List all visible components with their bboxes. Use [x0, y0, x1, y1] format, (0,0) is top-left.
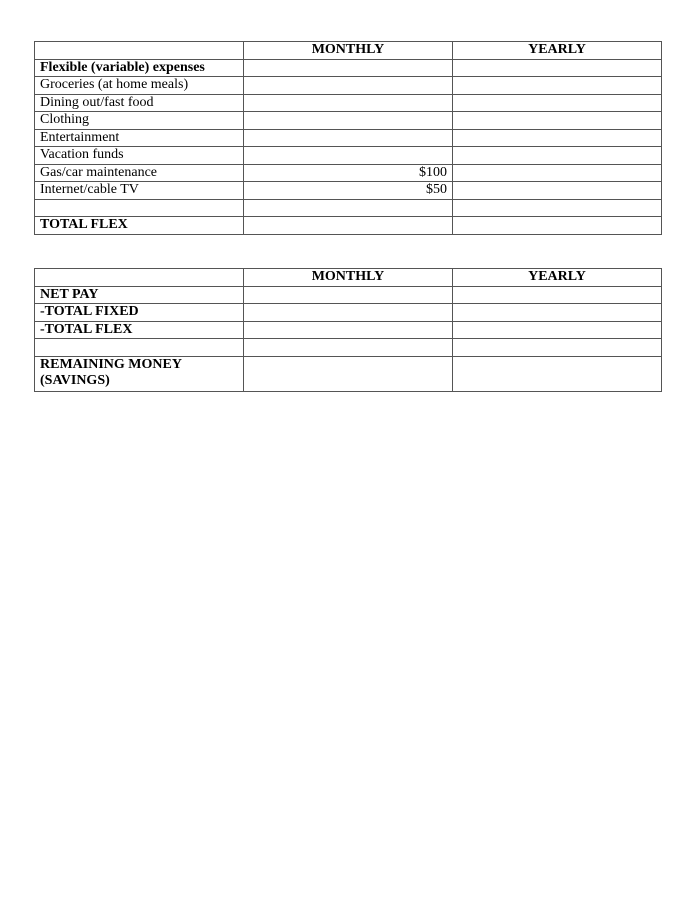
row-label: Clothing	[35, 112, 244, 130]
monthly-cell[interactable]	[244, 59, 453, 77]
header-monthly: MONTHLY	[244, 42, 453, 60]
monthly-cell[interactable]	[244, 112, 453, 130]
monthly-cell[interactable]	[244, 199, 453, 217]
row-label: NET PAY	[35, 286, 244, 304]
yearly-cell[interactable]	[453, 77, 662, 95]
table-row	[35, 77, 662, 95]
savings-summary-table	[34, 268, 662, 392]
monthly-cell[interactable]	[244, 217, 453, 235]
yearly-cell[interactable]	[453, 129, 662, 147]
table-row	[35, 164, 662, 182]
table-row	[35, 321, 662, 339]
row-label: -TOTAL FLEX	[35, 321, 244, 339]
monthly-cell[interactable]	[244, 94, 453, 112]
row-label: Entertainment	[35, 129, 244, 147]
table-header-row	[35, 269, 662, 287]
table-row	[35, 199, 662, 217]
yearly-cell[interactable]	[453, 339, 662, 357]
monthly-cell[interactable]	[244, 129, 453, 147]
yearly-cell[interactable]	[453, 304, 662, 322]
row-label: Groceries (at home meals)	[35, 77, 244, 95]
table-row	[35, 339, 662, 357]
table-row	[35, 217, 662, 235]
monthly-cell[interactable]	[244, 286, 453, 304]
row-label: Flexible (variable) expenses	[35, 59, 244, 77]
monthly-cell[interactable]: $50	[244, 182, 453, 200]
flexible-expenses-table	[34, 41, 662, 235]
yearly-cell[interactable]	[453, 147, 662, 165]
monthly-cell[interactable]	[244, 356, 453, 391]
header-yearly: YEARLY	[453, 42, 662, 60]
table-row	[35, 182, 662, 200]
table-row	[35, 147, 662, 165]
row-label	[35, 199, 244, 217]
yearly-cell[interactable]	[453, 286, 662, 304]
table-header-row	[35, 42, 662, 60]
monthly-cell[interactable]	[244, 304, 453, 322]
yearly-cell[interactable]	[453, 217, 662, 235]
table-row	[35, 94, 662, 112]
yearly-cell[interactable]	[453, 321, 662, 339]
table-row	[35, 129, 662, 147]
row-label: Vacation funds	[35, 147, 244, 165]
monthly-cell[interactable]	[244, 147, 453, 165]
table-row	[35, 304, 662, 322]
table-row	[35, 112, 662, 130]
row-label	[35, 339, 244, 357]
yearly-cell[interactable]	[453, 94, 662, 112]
row-label: Dining out/fast food	[35, 94, 244, 112]
yearly-cell[interactable]	[453, 59, 662, 77]
header-yearly: YEARLY	[453, 269, 662, 287]
row-label: REMAINING MONEY (SAVINGS)	[35, 356, 244, 391]
monthly-cell[interactable]: $100	[244, 164, 453, 182]
table-row	[35, 356, 662, 391]
table-row	[35, 59, 662, 77]
yearly-cell[interactable]	[453, 112, 662, 130]
monthly-cell[interactable]	[244, 321, 453, 339]
row-label: Gas/car maintenance	[35, 164, 244, 182]
header-monthly: MONTHLY	[244, 269, 453, 287]
row-label: Internet/cable TV	[35, 182, 244, 200]
row-label: -TOTAL FIXED	[35, 304, 244, 322]
monthly-cell[interactable]	[244, 77, 453, 95]
table-row	[35, 286, 662, 304]
yearly-cell[interactable]	[453, 199, 662, 217]
monthly-cell[interactable]	[244, 339, 453, 357]
row-label: TOTAL FLEX	[35, 217, 244, 235]
header-label-cell	[35, 42, 244, 60]
header-label-cell	[35, 269, 244, 287]
yearly-cell[interactable]	[453, 356, 662, 391]
yearly-cell[interactable]	[453, 164, 662, 182]
yearly-cell[interactable]	[453, 182, 662, 200]
